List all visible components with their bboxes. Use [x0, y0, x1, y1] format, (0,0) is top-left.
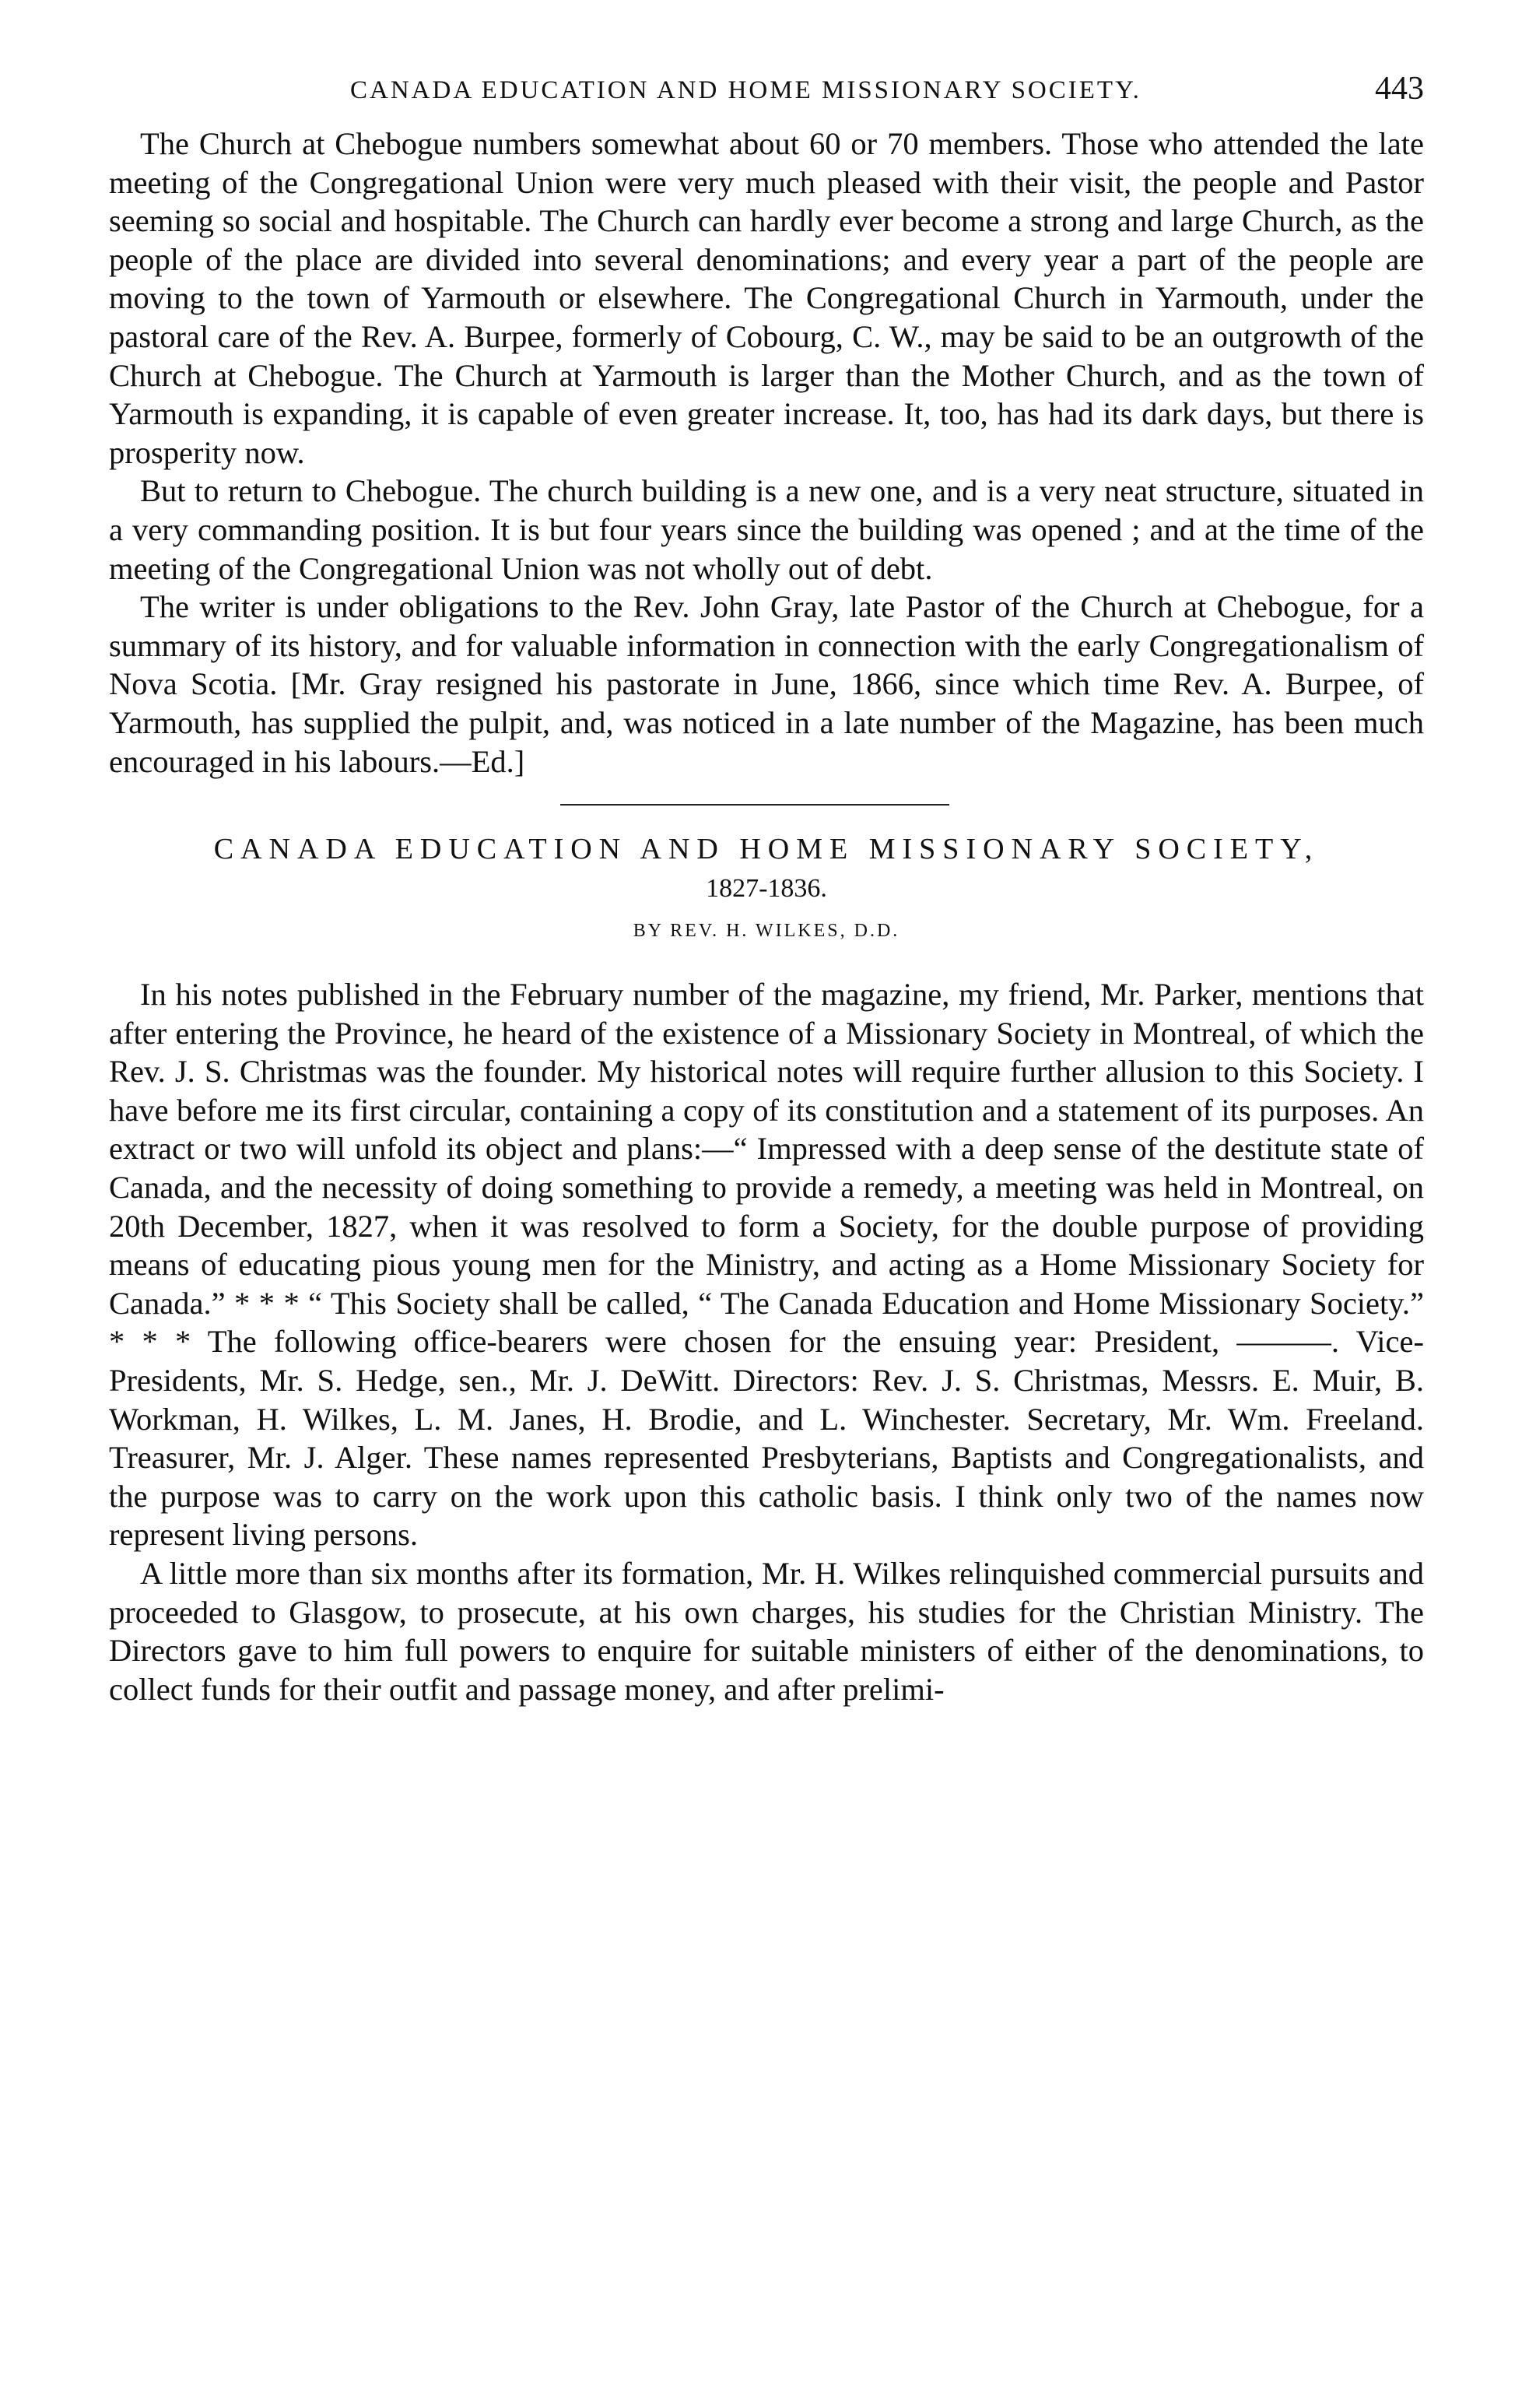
section-divider [109, 781, 1424, 827]
article-paragraph-2: A little more than six months after its formation, Mr. H. Wilkes relinquished commercial pursuits and proceeded to Glasgow, to prosecute, at his own charges, his studies for the Christian Ministry. The Directors gave to him full powers to enquire for suitable ministers of either of the denominations, to collect funds for their outfit and passage money, and after prelimi- [109, 1556, 1424, 1707]
divider-rule [560, 804, 949, 806]
page-number: 443 [1375, 71, 1424, 107]
article-paragraph-1: In his notes published in the February number of the magazine, my friend, Mr. Parker, mentions that after entering the Province, he heard of the existence of a Missionary Society in Montreal, of which the Rev. J. S. Christmas was the founder. My historical notes will require further allusion to this Society. I have before me its first circular, containing a copy of its constitution and a statement of its purposes. An extract or two will unfold its object and plans:—“ Impressed with a deep sense of the destitute state of Canada, and the necessity of doing something to provide a remedy, a meeting was held in Montreal, on 20th December, 1827, when it was resolved to form a Society, for the double purpose of providing means of educating pious young men for the Ministry, and acting as a Home Missionary Society for Canada.” * * * “ This Society shall be called, “ The Canada Education and Home Missionary Society.” * * * The following office-bearers were chosen for the ensuing year: President, ———. Vice-Presidents, Mr. S. Hedge, sen., Mr. J. DeWitt. Directors: Rev. J. S. Christmas, Messrs. E. Muir, B. Workman, H. Wilkes, L. M. Janes, H. Brodie, and L. Winchester. Secretary, Mr. Wm. Freeland. Treasurer, Mr. J. Alger. These names represented Presbyterians, Baptists and Congregationalists, and the purpose was to carry on the work upon this catholic basis. I think only two of the names now represent living persons. [109, 977, 1424, 1553]
intro-paragraph-1: The Church at Chebogue numbers somewhat about 60 or 70 members. Those who attended the late meeting of the Congregational Union were very much pleased with their visit, the people and Pastor seeming so social and hospitable. The Church can hardly ever become a strong and large Church, as the people of the place are divided into several denominations; and every year a part of the people are moving to the town of Yarmouth or elsewhere. The Congregational Church in Yarmouth, under the pastoral care of the Rev. A. Burpee, formerly of Cobourg, C. W., may be said to be an outgrowth of the Church at Chebogue. The Church at Yarmouth is larger than the Mother Church, and as the town of Yarmouth is expanding, it is capable of even greater increase. It, too, has had its dark days, but there is prosperity now. [109, 126, 1424, 470]
article-dates: 1827-1836. [706, 874, 827, 904]
article-section [109, 827, 1424, 1708]
running-header [257, 70, 1424, 125]
article-byline: BY REV. H. WILKES, D.D. [633, 921, 900, 942]
intro-paragraph-2: But to return to Chebogue. The church building is a new one, and is a very neat structure, situated in a very commanding position. It is but four years since the building was opened ; and at the time of the meeting of the Congregational Union was not wholly out of debt. [109, 473, 1424, 586]
intro-paragraph-3: The writer is under obligations to the Rev. John Gray, late Pastor of the Church at Chebogue, for a summary of its history, and for valuable information in connection with the early Congregationalism of Nova Scotia. [Mr. Gray resigned his pastorate in June, 1866, since which time Rev. A. Burpee, of Yarmouth, has supplied the pulpit, and, was noticed in a late number of the Magazine, has been much encouraged in his labours.—Ed.] [109, 589, 1424, 779]
document-page [109, 70, 1424, 1708]
article-title: CANADA EDUCATION AND HOME MISSIONARY SOCIETY, [213, 833, 1320, 866]
running-title: CANADA EDUCATION AND HOME MISSIONARY SOCIETY. [350, 76, 1141, 104]
intro-section [109, 125, 1424, 781]
